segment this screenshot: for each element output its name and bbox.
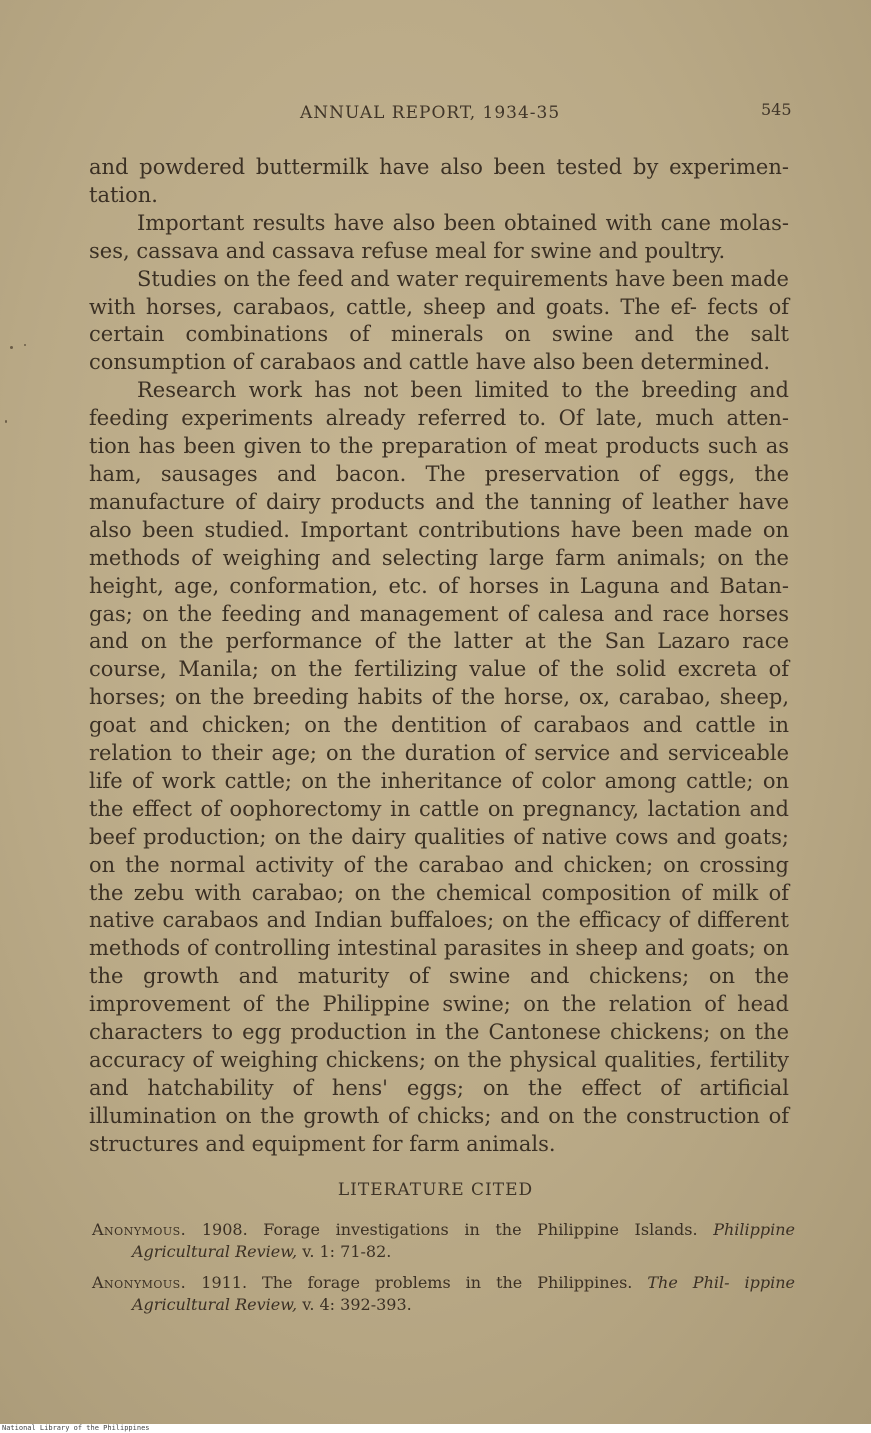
scan-speck	[5, 420, 7, 423]
footer-strip	[0, 1424, 871, 1433]
body-text	[89, 154, 789, 1159]
running-title: ANNUAL REPORT, 1934-35	[300, 103, 561, 123]
reference-volume: v. 4: 392-393.	[302, 1295, 412, 1314]
reference-journal: Philippine Agricultural Review,	[132, 1220, 795, 1261]
reference-volume: v. 1: 71-82.	[302, 1242, 392, 1261]
paragraph: and powdered buttermilk have also been tested by experimen- tation.	[89, 155, 789, 207]
reference-title: 1908. Forage investigations in the Philippine Islands.	[201, 1220, 698, 1239]
scan-speck	[10, 346, 13, 349]
reference-list	[92, 1219, 795, 1325]
reference-title: 1911. The forage problems in the Philippines.	[201, 1273, 633, 1292]
paragraph: Studies on the feed and water requirements have been made with horses, carabaos, cattle, sheep and goats. The ef- fects of certain combinations of minerals on swine and the salt consumption of carabaos and cattle have also been determined.	[89, 266, 789, 375]
reference-journal: The Phil- ippine Agricultural Review,	[132, 1273, 796, 1314]
reference-item	[92, 1272, 795, 1316]
literature-cited-heading: LITERATURE CITED	[337, 1180, 534, 1200]
reference-item	[92, 1219, 795, 1263]
paragraph: Important results have also been obtained with cane molas- ses, cassava and cassava refuse meal for swine and poultry.	[89, 210, 789, 263]
reference-author: Anonymous.	[92, 1220, 187, 1239]
page-header	[0, 100, 871, 131]
reference-author: Anonymous.	[92, 1273, 187, 1292]
paragraph: Research work has not been limited to the breeding and feeding experiments already referred to. Of late, much atten- tion has been given to the preparation of meat products such as ham, sausages and bacon. The preservation of eggs, the manufacture of dairy products and the tanning of leather have also been studied. Important contributions have been made on methods of weighing and selecting large farm animals; on the height, age, conformation, etc. of horses in Laguna and Batan- gas; on the feeding and management of calesa and race horses and on the performance of the latter at the San Lazaro race course, Manila; on the fertilizing value of the solid excreta of horses; on the breeding habits of the horse, ox, carabao, sheep, goat and chicken; on the dentition of carabaos and cattle in relation to their age; on the duration of service and serviceable life of work cattle; on the inheritance of color among cattle; on the effect of oophorectomy in cattle on pregnancy, lactation and beef production; on the dairy qualities of native cows and goats; on the normal activity of the carabao and chicken; on crossing the zebu with carabao; on the chemical composition of milk of native carabaos and Indian buffaloes; on the efficacy of different methods of controlling intestinal parasites in sheep and goats; on the growth and maturity of swine and chickens; on the improvement of the Philippine swine; on the relation of head characters to egg production in the Cantonese chickens; on the accuracy of weighing chickens; on the physical qualities, fertility and hatchability of hens' eggs; on the effect of artificial illumination on the growth of chicks; and on the construction of structures and equipment for farm animals.	[89, 378, 789, 1156]
scan-speck	[24, 344, 26, 346]
page-number: 545	[761, 100, 792, 119]
library-watermark: National Library of the Philippines	[2, 1424, 150, 1432]
